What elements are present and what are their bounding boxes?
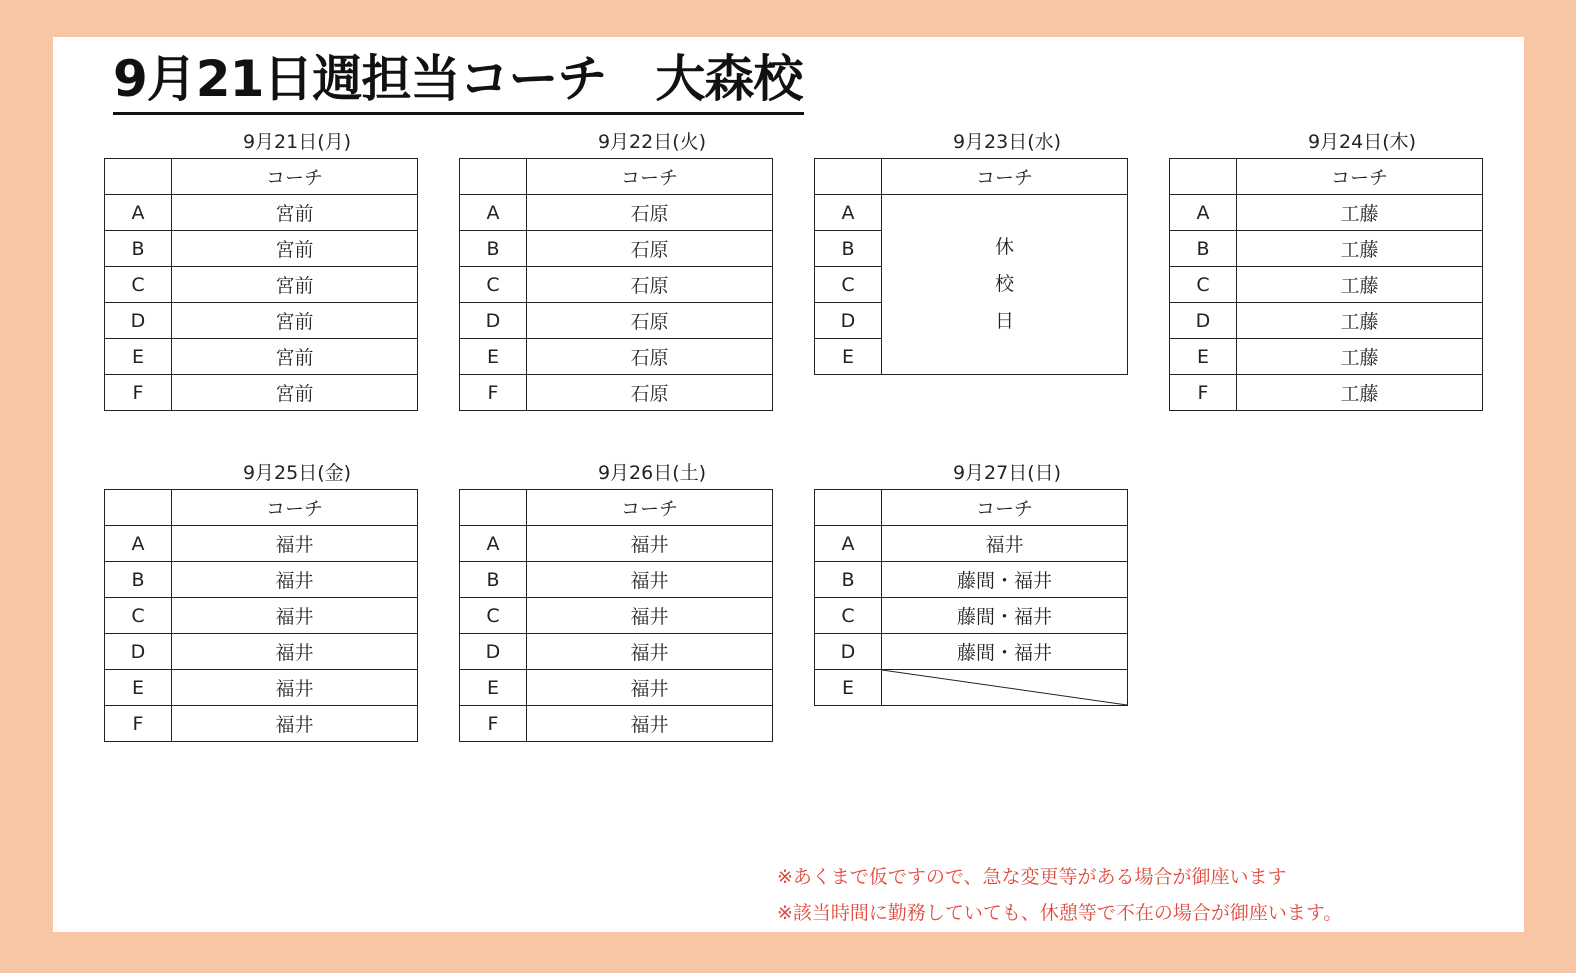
coach-cell: 宮前 (172, 339, 418, 375)
coach-header-cell: コーチ (527, 159, 773, 195)
slot-label: D (460, 634, 527, 670)
table-row (460, 195, 773, 231)
table-row (1170, 231, 1483, 267)
slot-label: C (1170, 267, 1237, 303)
slot-label: C (815, 598, 882, 634)
coach-header-cell: コーチ (527, 490, 773, 526)
slot-label: A (815, 195, 882, 231)
table-row (460, 375, 773, 411)
coach-cell: 藤間・福井 (882, 634, 1128, 670)
schedule-table (459, 489, 773, 742)
coach-cell: 福井 (527, 526, 773, 562)
coach-header-cell: コーチ (882, 490, 1128, 526)
table-row (105, 598, 418, 634)
note-absence: ※該当時間に勤務していても、休憩等で不在の場合が御座います。 (777, 902, 1343, 924)
schedule-table (459, 158, 773, 411)
closed-text: 日 (994, 310, 1014, 332)
coach-cell: 石原 (527, 195, 773, 231)
coach-cell: 藤間・福井 (882, 562, 1128, 598)
coach-cell: 工藤 (1237, 267, 1483, 303)
table-header-row (105, 490, 418, 526)
slot-label: D (815, 634, 882, 670)
slot-label: E (105, 339, 172, 375)
table-row (815, 195, 1128, 231)
schedule-table (104, 158, 418, 411)
table-row (460, 598, 773, 634)
note-tentative: ※あくまで仮ですので、急な変更等がある場合が御座います (777, 866, 1287, 888)
slot-header-cell (815, 490, 882, 526)
slot-label: A (460, 526, 527, 562)
table-row (105, 634, 418, 670)
table-header-row (1170, 159, 1483, 195)
slot-label: D (815, 303, 882, 339)
slot-label: E (815, 339, 882, 375)
table-row (460, 562, 773, 598)
table-row (460, 267, 773, 303)
slot-label: E (460, 670, 527, 706)
table-row (105, 267, 418, 303)
closed-day-cell (882, 195, 1128, 375)
coach-cell: 福井 (172, 670, 418, 706)
coach-cell: 宮前 (172, 231, 418, 267)
coach-header-cell: コーチ (172, 159, 418, 195)
slot-label: D (105, 634, 172, 670)
coach-cell: 福井 (172, 598, 418, 634)
schedule-table (104, 489, 418, 742)
table-row (1170, 267, 1483, 303)
coach-cell: 宮前 (172, 195, 418, 231)
coach-header-cell: コーチ (882, 159, 1128, 195)
table-row (815, 598, 1128, 634)
slot-label: C (105, 267, 172, 303)
slot-label: B (1170, 231, 1237, 267)
table-row (460, 670, 773, 706)
coach-cell: 工藤 (1237, 339, 1483, 375)
slot-label: E (460, 339, 527, 375)
slot-header-cell (1170, 159, 1237, 195)
schedule-table (814, 489, 1128, 706)
closed-text: 休 (994, 236, 1014, 258)
slot-label: D (460, 303, 527, 339)
table-header-row (815, 490, 1128, 526)
slot-header-cell (105, 490, 172, 526)
coach-cell: 宮前 (172, 375, 418, 411)
table-row (460, 339, 773, 375)
coach-cell: 福井 (172, 562, 418, 598)
slot-label: B (815, 231, 882, 267)
coach-cell: 工藤 (1237, 303, 1483, 339)
slot-label: E (1170, 339, 1237, 375)
slot-label: A (460, 195, 527, 231)
day-title: 9月22日(火) (597, 131, 707, 153)
slot-label: C (105, 598, 172, 634)
slot-label: E (815, 670, 882, 706)
table-header-row (815, 159, 1128, 195)
coach-cell: 福井 (882, 526, 1128, 562)
day-title: 9月24日(木) (1307, 131, 1417, 153)
table-row (1170, 375, 1483, 411)
table-row (460, 634, 773, 670)
table-row (815, 670, 1128, 706)
day-title: 9月25日(金) (242, 462, 352, 484)
day-title: 9月27日(日) (952, 462, 1062, 484)
slot-label: B (105, 231, 172, 267)
slot-label: F (105, 375, 172, 411)
table-row (105, 195, 418, 231)
diagonal-strike (882, 670, 1127, 705)
slot-label: A (105, 526, 172, 562)
table-row (1170, 303, 1483, 339)
coach-cell: 宮前 (172, 267, 418, 303)
table-row (105, 526, 418, 562)
day-title: 9月21日(月) (242, 131, 352, 153)
slot-header-cell (460, 159, 527, 195)
day-title: 9月23日(水) (952, 131, 1062, 153)
table-row (105, 339, 418, 375)
table-header-row (105, 159, 418, 195)
table-row (105, 231, 418, 267)
table-row (460, 706, 773, 742)
table-row (105, 303, 418, 339)
slot-label: C (815, 267, 882, 303)
table-row (815, 562, 1128, 598)
slot-label: C (460, 267, 527, 303)
slot-label: F (460, 375, 527, 411)
slot-label: B (815, 562, 882, 598)
coach-cell: 石原 (527, 375, 773, 411)
table-row (105, 706, 418, 742)
slot-label: A (815, 526, 882, 562)
slot-label: C (460, 598, 527, 634)
table-row (815, 526, 1128, 562)
slot-label: F (105, 706, 172, 742)
table-row (1170, 339, 1483, 375)
table-row (815, 634, 1128, 670)
coach-cell: 藤間・福井 (882, 598, 1128, 634)
coach-cell: 福井 (172, 634, 418, 670)
empty-slot-cell (882, 670, 1128, 706)
coach-cell: 石原 (527, 267, 773, 303)
table-header-row (460, 490, 773, 526)
coach-cell: 石原 (527, 339, 773, 375)
slot-label: E (105, 670, 172, 706)
slot-label: B (460, 562, 527, 598)
coach-cell: 石原 (527, 231, 773, 267)
closed-text: 校 (994, 273, 1014, 295)
schedule-table (814, 158, 1128, 375)
slot-label: F (460, 706, 527, 742)
table-row (460, 303, 773, 339)
coach-cell: 工藤 (1237, 375, 1483, 411)
slot-label: D (1170, 303, 1237, 339)
coach-cell: 福井 (527, 634, 773, 670)
coach-header-cell: コーチ (1237, 159, 1483, 195)
table-row (1170, 195, 1483, 231)
coach-header-cell: コーチ (172, 490, 418, 526)
slot-header-cell (815, 159, 882, 195)
slot-header-cell (105, 159, 172, 195)
slot-label: D (105, 303, 172, 339)
coach-cell: 宮前 (172, 303, 418, 339)
table-row (105, 375, 418, 411)
coach-cell: 福井 (527, 670, 773, 706)
table-row (105, 670, 418, 706)
coach-cell: 福井 (527, 562, 773, 598)
slot-label: B (105, 562, 172, 598)
coach-cell: 工藤 (1237, 231, 1483, 267)
coach-cell: 工藤 (1237, 195, 1483, 231)
coach-cell: 福井 (527, 598, 773, 634)
slot-label: B (460, 231, 527, 267)
slot-label: F (1170, 375, 1237, 411)
schedule-table (1169, 158, 1483, 411)
page-title: 9月21日週担当コーチ 大森校 (113, 46, 804, 115)
table-row (460, 231, 773, 267)
day-title: 9月26日(土) (597, 462, 707, 484)
slot-header-cell (460, 490, 527, 526)
slot-label: A (105, 195, 172, 231)
table-header-row (460, 159, 773, 195)
coach-cell: 福井 (527, 706, 773, 742)
table-row (460, 526, 773, 562)
coach-cell: 福井 (172, 526, 418, 562)
table-row (105, 562, 418, 598)
coach-cell: 福井 (172, 706, 418, 742)
slot-label: A (1170, 195, 1237, 231)
coach-cell: 石原 (527, 303, 773, 339)
